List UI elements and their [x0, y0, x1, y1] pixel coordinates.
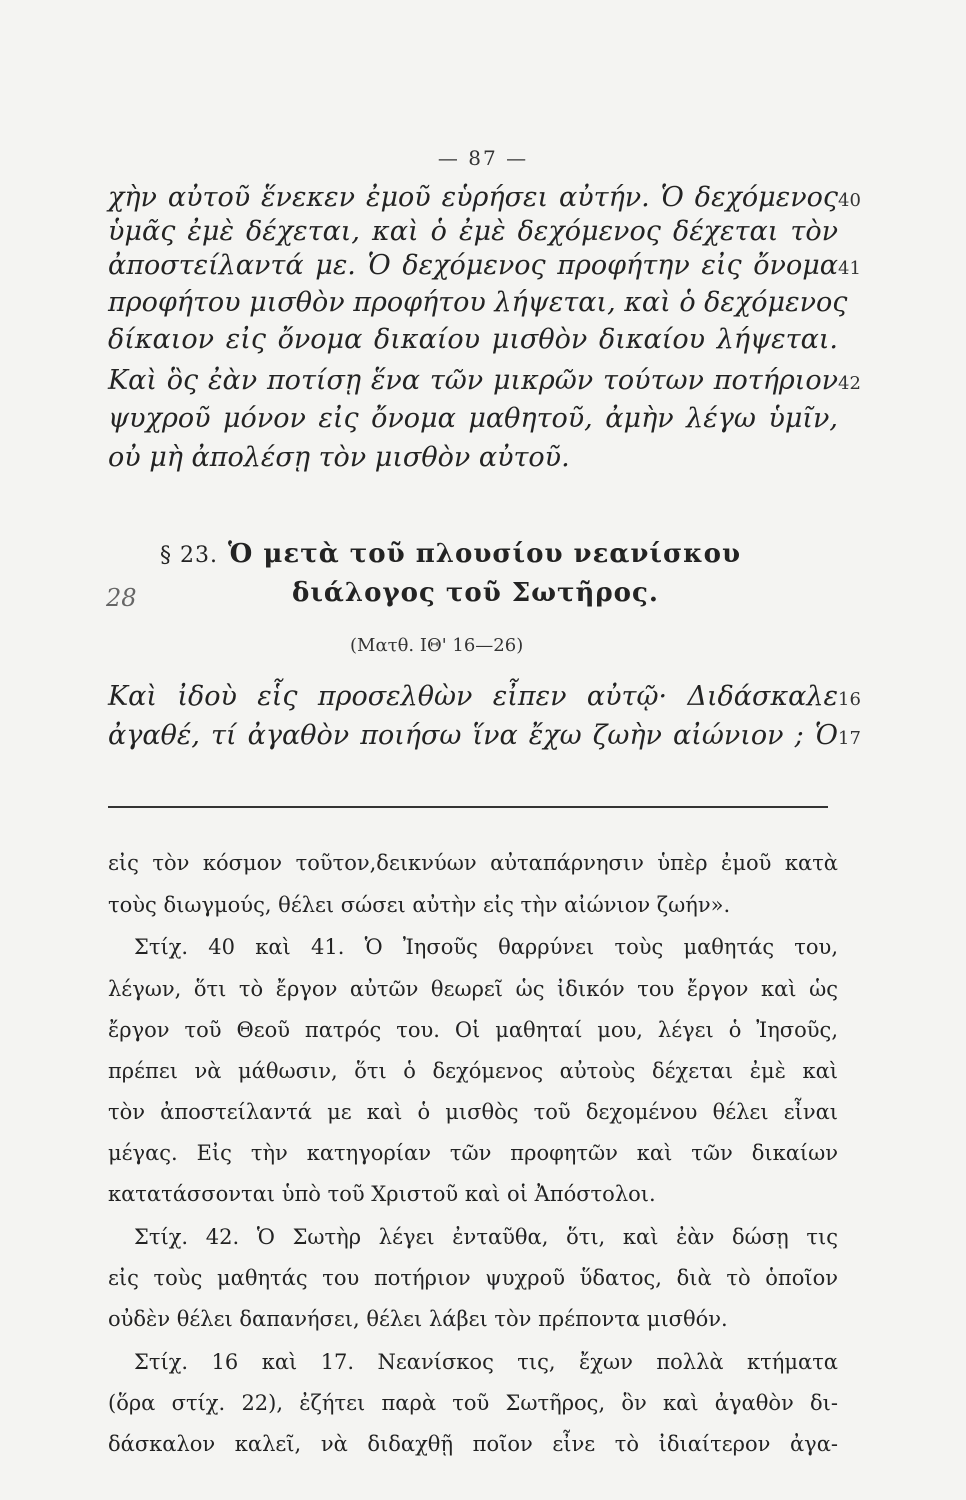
commentary-line: κατατάσσονται ὑπὸ τοῦ Χριστοῦ καὶ οἱ Ἀπόστολοι.	[108, 1182, 656, 1206]
commentary-line: πρέπει νὰ μάθωσιν, ὅτι ὁ δεχόμενος αὐτοὺς δέχεται ἐμὲ καὶ	[108, 1059, 838, 1083]
page-number: — 87 —	[437, 146, 529, 170]
commentary-line: Στίχ. 42. Ὁ Σωτὴρ λέγει ἐνταῦθα, ὅτι, καὶ ἐὰν δώσῃ τις	[134, 1225, 838, 1249]
commentary-line: τοὺς διωγμούς, θέλει σώσει αὐτὴν εἰς τὴν αἰώνιον ζωήν».	[108, 893, 731, 917]
text-line: ψυχροῦ μόνον εἰς ὄνομα μαθητοῦ, ἀμὴν λέγω ὑμῖν,	[108, 403, 838, 434]
verse-number: 41	[838, 258, 861, 279]
section-title	[160, 539, 741, 571]
commentary-line: μέγας. Εἰς τὴν κατηγορίαν τῶν προφητῶν καὶ τῶν δικαίων	[108, 1141, 838, 1165]
text-line: Καὶ ὃς ἐὰν ποτίσῃ ἕνα τῶν μικρῶν τούτων ποτήριον	[108, 365, 838, 396]
verse-number: 40	[838, 190, 861, 211]
commentary-line: εἰς τοὺς μαθητάς του ποτήριον ψυχροῦ ὕδατος, διὰ τὸ ὁποῖον	[108, 1266, 838, 1290]
footnote-divider	[108, 806, 828, 808]
section-title-line1: Ὁ μετὰ τοῦ πλουσίου νεανίσκου	[228, 539, 742, 569]
text-line: χὴν αὐτοῦ ἕνεκεν ἐμοῦ εὑρήσει αὐτήν. Ὁ δεχόμενος	[108, 182, 838, 213]
section-mark: § 23.	[160, 543, 218, 568]
text-line: οὐ μὴ ἀπολέσῃ τὸν μισθὸν αὐτοῦ.	[108, 442, 570, 473]
text-line: δίκαιον εἰς ὄνομα δικαίου μισθὸν δικαίου λήψεται.	[108, 324, 838, 355]
commentary-line: δάσκαλον καλεῖ, νὰ διδαχθῇ ποῖον εἶνε τὸ ἰδιαίτερον ἀγα-	[108, 1432, 838, 1456]
commentary-line: Στίχ. 16 καὶ 17. Νεανίσκος τις, ἔχων πολλὰ κτήματα	[134, 1350, 838, 1374]
commentary-line: λέγων, ὅτι τὸ ἔργον αὐτῶν θεωρεῖ ὡς ἰδικόν του ἔργον καὶ ὡς	[108, 977, 838, 1001]
verse-number: 16	[838, 689, 861, 710]
commentary-line: (ὅρα στίχ. 22), ἐζήτει παρὰ τοῦ Σωτῆρος, ὃν καὶ ἀγαθὸν δι-	[108, 1391, 838, 1415]
text-line: ἀποστείλαντά με. Ὁ δεχόμενος προφήτην εἰς ὄνομα	[108, 250, 838, 281]
commentary-line: ἔργον τοῦ Θεοῦ πατρός του. Οἱ μαθηταί μου, λέγει ὁ Ἰησοῦς,	[108, 1018, 838, 1042]
text-line: ὑμᾶς ἐμὲ δέχεται, καὶ ὁ ἐμὲ δεχόμενος δέχεται τὸν	[108, 216, 838, 247]
commentary-line: οὐδὲν θέλει δαπανήσει, θέλει λάβει τὸν πρέποντα μισθόν.	[108, 1307, 728, 1331]
commentary-line: τὸν ἀποστείλαντά με καὶ ὁ μισθὸς τοῦ δεχομένου θέλει εἶναι	[108, 1100, 838, 1124]
text-line: Καὶ ἰδοὺ εἷς προσελθὼν εἶπεν αὐτῷ· Διδάσκαλε	[108, 681, 838, 712]
verse-number: 42	[838, 373, 861, 394]
commentary-line: Στίχ. 40 καὶ 41. Ὁ Ἰησοῦς θαρρύνει τοὺς μαθητάς του,	[134, 935, 838, 959]
commentary-line: εἰς τὸν κόσμον τοῦτον,δεικνύων αὐταπάρνησιν ὑπὲρ ἐμοῦ κατὰ	[108, 851, 838, 875]
margin-handwritten-note: 28	[106, 584, 137, 612]
scripture-reference: (Ματθ. ΙΘ' 16—26)	[350, 635, 524, 656]
section-title-line2: διάλογος τοῦ Σωτῆρος.	[292, 578, 659, 608]
verse-number: 17	[838, 728, 861, 749]
text-line: ἀγαθέ, τί ἀγαθὸν ποιήσω ἵνα ἔχω ζωὴν αἰώνιον ; Ὁ	[108, 720, 838, 751]
text-line: προφήτου μισθὸν προφήτου λήψεται, καὶ ὁ δεχόμενος	[108, 287, 848, 318]
